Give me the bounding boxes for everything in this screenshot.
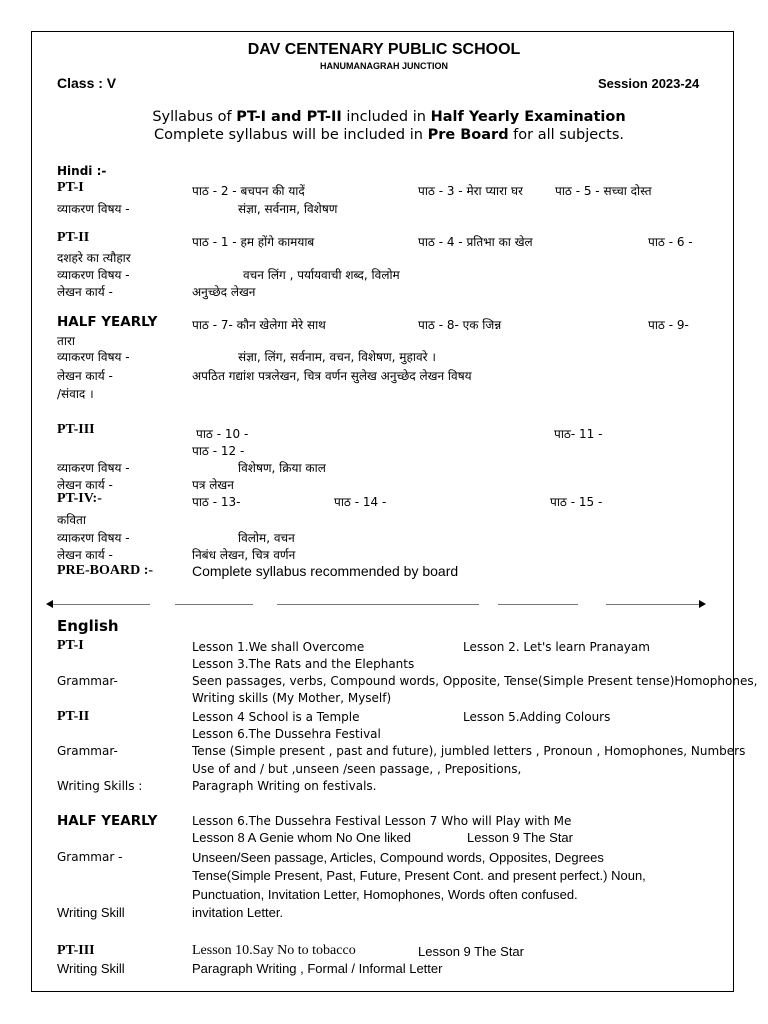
hindi-pt2-lesson: पाठ - 6 - [648,235,693,249]
hindi-pt3-writing-label: लेखन कार्य - [57,478,113,492]
english-pt2-label: PT-II [57,709,90,724]
hindi-pt2-grammar: वचन लिंग , पर्यायवाची शब्द, विलोम [243,268,400,282]
class-label: Class : V [57,75,117,91]
english-hy-lesson: Lesson 8 A Genie whom No One liked [192,830,411,845]
english-pt3-lesson: Lesson 9 The Star [418,944,524,959]
divider-arrow-left-icon [46,600,53,608]
hindi-pt3-label: PT-III [57,422,95,437]
divider-line [498,604,578,605]
english-pt2-lesson: Lesson 4 School is a Temple [192,710,360,724]
english-pt2-writing-label: Writing Skills : [57,779,143,793]
english-pt3-writing: Paragraph Writing , Formal / Informal Letter [192,961,443,976]
hindi-pt3-writing: पत्र लेखन [192,478,234,492]
school-location: HANUMANAGRAH JUNCTION [320,61,448,71]
english-hy-grammar-label: Grammar - [57,850,123,864]
intro-line-1 [0,109,768,125]
hindi-pt1-label: PT-I [57,180,84,195]
intro-text: Syllabus of [152,109,237,125]
hindi-pt1-lesson: पाठ - 3 - मेरा प्यारा घर [418,184,523,198]
hindi-pt1-lesson: पाठ - 5 - सच्चा दोस्त [555,184,652,198]
hindi-pt2-lesson: पाठ - 1 - हम होंगे कामयाब [192,235,315,249]
page-border [31,31,734,992]
english-pt1-grammar: Writing skills (My Mother, Myself) [192,691,392,705]
divider-line [53,604,150,605]
hindi-pt4-writing-label: लेखन कार्य - [57,548,113,562]
english-pt3-label: PT-III [57,943,95,958]
hindi-hy-grammar: संज्ञा, लिंग, सर्वनाम, वचन, विशेषण, मुहावरे । [238,350,436,364]
divider-arrow-right-icon [699,600,706,608]
english-pt1-grammar: Seen passages, verbs, Compound words, Opposite, Tense(Simple Present tense)Homophones, [192,674,758,688]
divider-line [277,604,479,605]
hindi-hy-lesson: पाठ - 9- [648,318,689,332]
intro-line-2 [0,127,768,143]
english-pt2-grammar: Tense (Simple present , past and future), jumbled letters , Pronoun , Homophones, Numbers [192,744,746,758]
hindi-hy-lesson: पाठ - 7- कौन खेलेगा मेरे साथ [192,318,326,332]
english-hy-writing-label: Writing Skill [57,905,125,920]
hindi-pt2-label: PT-II [57,230,90,245]
hindi-hy-writing-label: लेखन कार्य - [57,369,113,383]
english-pt2-lesson: Lesson 5.Adding Colours [463,710,611,724]
english-hy-lesson: Lesson 6.The Dussehra Festival Lesson 7 Who will Play with Me [192,814,572,828]
english-pt3-lesson: Lesson 10.Say No to tobacco [192,943,356,958]
hindi-pt3-lesson: पाठ - 10 - [196,427,249,441]
intro-text: Complete syllabus will be included in [153,127,428,143]
hindi-pt3-lesson: पाठ - 12 - [192,444,245,458]
english-pt3-writing-label: Writing Skill [57,961,125,976]
hindi-pt2-grammar-label: व्याकरण विषय - [57,268,130,282]
hindi-pt2-writing-label: लेखन कार्य - [57,285,113,299]
hindi-pt4-lesson: पाठ - 15 - [550,495,603,509]
hindi-pt4-grammar: विलोम, वचन [238,531,295,545]
english-pt1-lesson: Lesson 3.The Rats and the Elephants [192,657,415,671]
hindi-hy-writing: अपठित गद्यांश पत्रलेखन, चित्र वर्णन सुलेख अनुच्छेद लेखन विषय [192,369,472,383]
hindi-pt2-writing: अनुच्छेद लेखन [192,285,256,299]
intro-tests: PT-I and PT-II [236,109,342,125]
school-name: DAV CENTENARY PUBLIC SCHOOL [247,41,521,58]
english-hy-lesson: Lesson 9 The Star [467,830,573,845]
english-pt1-label: PT-I [57,638,84,653]
hindi-pt3-lesson: पाठ- 11 - [554,427,603,441]
hindi-pt1-lesson: पाठ - 2 - बचपन की यादें [192,184,305,198]
hindi-pt2-lesson-cont: दशहरे का त्यौहार [57,251,131,265]
hindi-pt4-writing: निबंध लेखन, चित्र वर्णन [192,548,296,562]
english-hy-grammar: Unseen/Seen passage, Articles, Compound words, Opposites, Degrees [192,850,604,865]
intro-preboard: Pre Board [427,127,509,143]
english-pt2-lesson: Lesson 6.The Dussehra Festival [192,727,381,741]
hindi-pt4-lesson-cont: कविता [57,513,86,527]
hindi-pt3-grammar-label: व्याकरण विषय - [57,461,130,475]
hindi-pt2-lesson: पाठ - 4 - प्रतिभा का खेल [418,235,533,249]
intro-exam: Half Yearly Examination [430,109,626,125]
hindi-hy-lesson-cont: तारा [57,334,75,348]
hindi-pt4-lesson: पाठ - 13- [192,495,241,509]
hindi-pt4-lesson: पाठ - 14 - [334,495,387,509]
english-hy-writing: invitation Letter. [192,905,284,920]
hindi-half-yearly-label: HALF YEARLY [57,314,158,330]
hindi-pt4-label: PT-IV:- [57,491,102,506]
divider-line [175,604,253,605]
english-hy-grammar: Tense(Simple Present, Past, Future, Present Cont. and present perfect.) Noun, [192,868,646,883]
intro-text: included in [341,109,431,125]
hindi-heading: Hindi :- [57,164,107,178]
english-pt1-lesson: Lesson 2. Let's learn Pranayam [463,640,650,654]
hindi-pt4-grammar-label: व्याकरण विषय - [57,531,130,545]
english-pt1-grammar-label: Grammar- [57,674,118,688]
hindi-pt3-grammar: विशेषण, क्रिया काल [238,461,326,475]
english-pt2-grammar: Use of and / but ,unseen /seen passage, , Prepositions, [192,762,522,776]
hindi-preboard-label: PRE-BOARD :- [57,563,154,578]
english-pt2-writing: Paragraph Writing on festivals. [192,779,377,793]
english-hy-grammar: Punctuation, Invitation Letter, Homophones, Words often confused. [192,887,578,902]
divider-line [606,604,699,605]
session-label: Session 2023-24 [598,76,700,91]
english-heading: English [57,617,119,635]
intro-text: for all subjects. [508,127,625,143]
hindi-hy-grammar-label: व्याकरण विषय - [57,350,130,364]
english-half-yearly-label: HALF YEARLY [57,813,158,829]
hindi-preboard-text: Complete syllabus recommended by board [192,563,459,579]
english-pt2-grammar-label: Grammar- [57,744,118,758]
english-pt1-lesson: Lesson 1.We shall Overcome [192,640,365,654]
hindi-pt1-grammar: संज्ञा, सर्वनाम, विशेषण [238,202,338,216]
hindi-pt1-grammar-label: व्याकरण विषय - [57,202,130,216]
hindi-hy-lesson: पाठ - 8- एक जिन्न [418,318,502,332]
hindi-hy-writing-cont: /संवाद । [57,387,94,401]
